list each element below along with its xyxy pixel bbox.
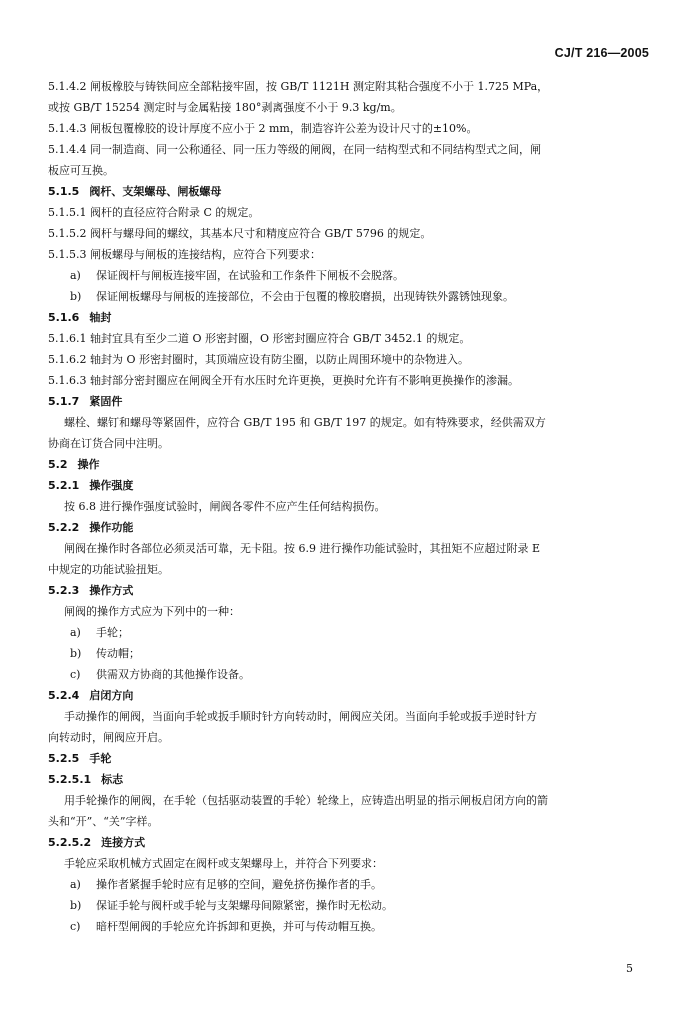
section-number: 5.2.1 [48, 479, 80, 492]
list-text: 保证闸板螺母与闸板的连接部位，不会由于包覆的橡胶磨损，出现铸铁外露锈蚀现象。 [96, 290, 514, 303]
section-title: 操作功能 [89, 521, 134, 534]
section-number: 5.2.4 [48, 689, 80, 702]
section-title: 连接方式 [101, 836, 146, 849]
list-item [48, 265, 648, 286]
clause-5-1-6-2: 5.1.6.2 轴封为 O 形密封圈时，其顶端应设有防尘圈，以防止周围环境中的杂物进入。 [48, 353, 469, 366]
clause-5-1-5-2: 5.1.5.2 阀杆与螺母间的螺纹，其基本尺寸和精度应符合 GB/T 5796 的规定。 [48, 227, 432, 240]
list-item [48, 643, 648, 664]
clause-5-1-4-3: 5.1.4.3 闸板包覆橡胶的设计厚度不应小于 2 mm，制造容许公差为设计尺寸的±10%。 [48, 122, 478, 135]
paragraph-cont: 向转动时，闸阀应开启。 [48, 731, 169, 744]
paragraph: 按 6.8 进行操作强度试验时，闸阀各零件不应产生任何结构损伤。 [64, 500, 386, 513]
list-text: 保证手轮与阀杆或手轮与支架螺母间隙紧密，操作时无松动。 [96, 899, 393, 912]
list-text: 传动帽； [96, 647, 140, 660]
section-title: 紧固件 [89, 395, 123, 408]
section-title: 手轮 [89, 752, 112, 765]
section-number: 5.2.3 [48, 584, 80, 597]
section-heading-5-2-5-1 [48, 769, 648, 790]
clause-5-1-5-1: 5.1.5.1 阀杆的直径应符合附录 C 的规定。 [48, 206, 260, 219]
paragraph: 闸阀的操作方式应为下列中的一种： [64, 605, 240, 618]
list-text: 保证阀杆与闸板连接牢固，在试验和工作条件下闸板不会脱落。 [96, 269, 404, 282]
list-label: c) [70, 668, 81, 681]
list-text: 暗杆型闸阀的手轮应允许拆卸和更换，并可与传动帽互换。 [96, 920, 382, 933]
section-heading-5-2-1 [48, 475, 648, 496]
standard-code: CJ/T 216—2005 [554, 46, 649, 60]
section-title: 操作方式 [89, 584, 134, 597]
list-label: a) [70, 269, 81, 282]
list-label: a) [70, 878, 81, 891]
section-title: 操作强度 [89, 479, 134, 492]
section-heading-5-2-4 [48, 685, 648, 706]
section-number: 5.1.5 [48, 185, 80, 198]
paragraph-cont: 中规定的功能试验扭矩。 [48, 563, 169, 576]
page-number: 5 [626, 962, 633, 975]
list-text: 手轮； [96, 626, 129, 639]
paragraph: 手轮应采取机械方式固定在阀杆或支架螺母上，并符合下列要求： [64, 857, 383, 870]
section-number: 5.2.5.1 [48, 773, 92, 786]
paragraph: 手动操作的闸阀，当面向手轮或扳手顺时针方向转动时，闸阀应关闭。当面向手轮或扳手逆时针方 [64, 710, 537, 723]
section-title: 轴封 [89, 311, 112, 324]
list-text: 供需双方协商的其他操作设备。 [96, 668, 250, 681]
section-number: 5.2.5 [48, 752, 80, 765]
section-number: 5.2.5.2 [48, 836, 92, 849]
paragraph: 用手轮操作的闸阀，在手轮（包括驱动装置的手轮）轮缘上，应铸造出明显的指示闸板启闭方向的箭 [64, 794, 548, 807]
clause-5-1-4-2: 5.1.4.2 闸板橡胶与铸铁间应全部粘接牢固，按 GB/T 1121H 测定附其粘合强度不小于 1.725 MPa， [48, 80, 549, 93]
section-heading-5-1-6 [48, 307, 648, 328]
section-heading-5-2-2 [48, 517, 648, 538]
section-number: 5.1.6 [48, 311, 80, 324]
section-number: 5.2.2 [48, 521, 80, 534]
list-item [48, 664, 648, 685]
paragraph-cont: 头和“开”、“关”字样。 [48, 815, 159, 828]
list-label: b) [70, 290, 82, 303]
list-item [48, 286, 648, 307]
section-heading-5-2-5 [48, 748, 648, 769]
section-heading-5-2 [48, 454, 648, 475]
list-label: b) [70, 647, 82, 660]
clause-5-1-4-2-cont: 或按 GB/T 15254 测定时与金属粘接 180°剥离强度不小于 9.3 kg/m。 [48, 101, 402, 114]
clause-5-1-6-1: 5.1.6.1 轴封宜具有至少二道 O 形密封圈，O 形密封圈应符合 GB/T 3452.1 的规定。 [48, 332, 471, 345]
list-label: a) [70, 626, 81, 639]
paragraph: 闸阀在操作时各部位必须灵活可靠，无卡阻。按 6.9 进行操作功能试验时，其扭矩不应超过附录 E [64, 542, 541, 555]
paragraph-cont: 协商在订货合同中注明。 [48, 437, 169, 450]
section-heading-5-2-3 [48, 580, 648, 601]
clause-5-1-4-4: 5.1.4.4 同一制造商、同一公称通径、同一压力等级的闸阀，在同一结构型式和不同结构型式之间，闸 [48, 143, 541, 156]
section-heading-5-2-5-2 [48, 832, 648, 853]
section-title: 启闭方向 [89, 689, 134, 702]
list-item [48, 622, 648, 643]
list-item [48, 874, 648, 895]
section-title: 标志 [101, 773, 124, 786]
list-label: b) [70, 899, 82, 912]
section-title: 操作 [77, 458, 100, 471]
clause-5-1-5-3: 5.1.5.3 闸板螺母与闸板的连接结构，应符合下列要求： [48, 248, 321, 261]
section-number: 5.1.7 [48, 395, 80, 408]
list-label: c) [70, 920, 81, 933]
clause-5-1-4-4-cont: 板应可互换。 [48, 164, 114, 177]
paragraph: 螺栓、螺钉和螺母等紧固件，应符合 GB/T 195 和 GB/T 197 的规定。如有特殊要求，经供需双方 [64, 416, 546, 429]
section-number: 5.2 [48, 458, 68, 471]
section-title: 阀杆、支架螺母、闸板螺母 [89, 185, 222, 198]
section-heading-5-1-5 [48, 181, 648, 202]
list-text: 操作者紧握手轮时应有足够的空间，避免挤伤操作者的手。 [96, 878, 382, 891]
clause-5-1-6-3: 5.1.6.3 轴封部分密封圈应在闸阀全开有水压时允许更换，更换时允许有不影响更换操作的渗漏。 [48, 374, 519, 387]
list-item [48, 895, 648, 916]
list-item [48, 916, 648, 937]
section-heading-5-1-7 [48, 391, 648, 412]
document-body [48, 76, 648, 937]
